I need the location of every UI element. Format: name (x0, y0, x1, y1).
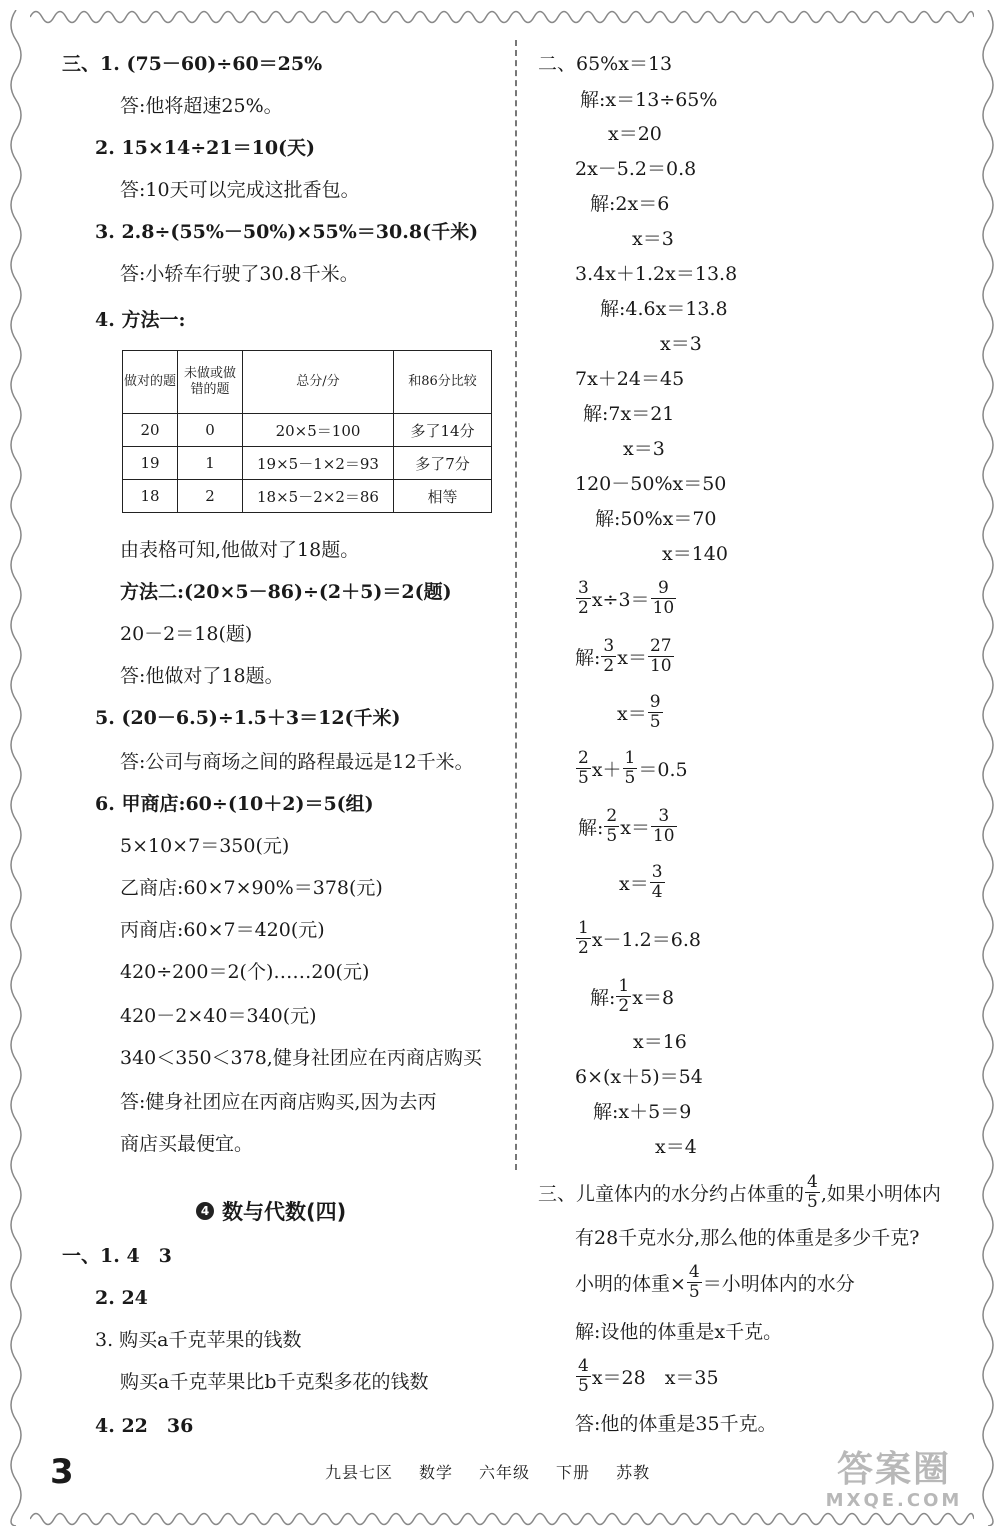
denominator: 5 (606, 825, 618, 846)
numerator: 9 (651, 579, 677, 599)
fraction (648, 637, 674, 676)
numerator: 1 (578, 917, 589, 938)
denominator: 5 (578, 767, 589, 788)
top-border (30, 6, 974, 28)
equation-result: x＝3 (660, 333, 702, 355)
answer-3-5: 5. (20－6.5)÷1.5＋3＝12(千米) (95, 707, 401, 729)
table-cell: 18×5－2×2＝86 (243, 480, 394, 513)
answer-3-5-reply: 答:公司与商场之间的路程最远是12千米。 (120, 751, 474, 773)
equation-text: 解: (578, 816, 604, 839)
equation-step: 解:2x＝6 (590, 193, 670, 215)
score-table (122, 350, 492, 513)
solution-step: 解:设他的体重是x千克。 (575, 1321, 783, 1343)
numerator: 27 (649, 635, 672, 656)
numerator: 1 (618, 975, 630, 996)
denominator: 5 (649, 711, 661, 732)
equation: 120－50%x＝50 (575, 473, 727, 495)
equation: 3.4x＋1.2x＝13.8 (575, 263, 738, 285)
table-cell: 相等 (394, 480, 492, 513)
equation-result: x＝20 (608, 123, 662, 145)
denominator: 5 (688, 1281, 700, 1302)
fraction (648, 693, 663, 732)
answer-3-6-step: 420－2×40＝340(元) (120, 1005, 317, 1027)
table-cell: 20×5＝100 (243, 414, 394, 447)
problem-text: 三、儿童体内的水分约占体重的 (538, 1182, 805, 1205)
fraction-equation (575, 574, 677, 622)
fraction-equation (578, 802, 678, 850)
section-title (196, 1196, 346, 1226)
denominator: 10 (652, 597, 675, 618)
fraction-equation (619, 858, 666, 906)
table-row (123, 414, 492, 447)
answer-1-3: 3. 购买a千克苹果的钱数 (95, 1329, 302, 1351)
equation-step: 解:50%x＝70 (595, 508, 717, 530)
fraction-equation (590, 972, 674, 1020)
fraction (604, 807, 619, 846)
problem-text: ,如果小明体内 (820, 1182, 941, 1205)
problem-text: 小明的体重× (575, 1272, 686, 1295)
equation-text: x＝ (617, 646, 647, 669)
equation-step: 解:x＋5＝9 (593, 1101, 692, 1123)
equation-text: x＝8 (632, 986, 675, 1009)
answer-3-6: 6. 甲商店:60÷(10＋2)＝5(组) (95, 793, 374, 815)
fraction (576, 579, 591, 618)
footer-subject: 数学 (419, 1463, 454, 1482)
answer-1-1: 一、1. 4 3 (62, 1245, 172, 1267)
answer-3-6-step: 5×10×7＝350(元) (120, 835, 290, 857)
answer-3-2: 2. 15×14÷21＝10(天) (95, 137, 316, 159)
table-cell: 1 (178, 447, 243, 480)
denominator: 5 (807, 1191, 818, 1212)
watermark-logo (814, 1450, 974, 1520)
numerator: 4 (688, 1261, 700, 1282)
equation: 2x－5.2＝0.8 (575, 158, 697, 180)
equation-text: ＝0.5 (638, 758, 688, 781)
answer-3-4-method2: 方法二:(20×5－86)÷(2＋5)＝2(题) (120, 581, 452, 603)
problem-text: 有28千克水分,那么他的体重是多少千克? (575, 1227, 920, 1249)
fraction (576, 919, 591, 958)
fraction-equation (575, 914, 701, 962)
denominator: 4 (651, 881, 663, 902)
column-divider (515, 40, 517, 1170)
answer-1-4: 4. 22 36 (95, 1415, 194, 1437)
table-cell: 19 (123, 447, 178, 480)
watermark-text: 答案圈 (836, 1449, 951, 1490)
denominator: 10 (652, 825, 675, 846)
equation-text: x÷3＝ (591, 588, 650, 611)
equation-text: 解: (590, 986, 616, 1009)
table-header: 未做或做错的题 (178, 351, 243, 414)
equation-text: 解: (575, 646, 601, 669)
answer-3-3-reply: 答:小轿车行驶了30.8千米。 (120, 263, 359, 285)
table-cell: 0 (178, 414, 243, 447)
footer-series: 九县七区 (325, 1463, 394, 1482)
watermark-url: MXQE.COM (825, 1490, 963, 1511)
table-cell: 多了14分 (394, 414, 492, 447)
problem-text: ＝小明体内的水分 (702, 1272, 855, 1295)
numerator: 2 (578, 747, 589, 768)
denominator: 2 (618, 995, 630, 1016)
solution-answer: 答:他的体重是35千克。 (575, 1413, 777, 1435)
answer-1-2: 2. 24 (95, 1287, 148, 1309)
equation-result: x＝3 (632, 228, 674, 250)
footer-grade: 六年级 (479, 1463, 531, 1482)
answer-3-4-reply: 答:他做对了18题。 (120, 665, 284, 687)
fraction (650, 863, 665, 902)
denominator: 2 (578, 937, 589, 958)
table-cell: 20 (123, 414, 178, 447)
equation-result: x＝3 (623, 438, 665, 460)
fraction (651, 807, 677, 846)
right-border (978, 10, 998, 1526)
fraction (687, 1263, 702, 1302)
denominator: 5 (578, 1375, 589, 1396)
table-row (123, 447, 492, 480)
equation: 二、65%x＝13 (538, 53, 673, 75)
numerator: 9 (649, 691, 661, 712)
footer-edition: 苏教 (616, 1463, 651, 1482)
footer-volume: 下册 (556, 1463, 591, 1482)
footer (325, 1460, 650, 1483)
solution-equation (575, 1352, 719, 1400)
equation-text: x＋ (591, 758, 622, 781)
numerator: 3 (603, 635, 615, 656)
table-cell: 19×5－1×2＝93 (243, 447, 394, 480)
word-problem (538, 1168, 941, 1216)
table-cell: 18 (123, 480, 178, 513)
denominator: 2 (603, 655, 615, 676)
fraction-equation (575, 744, 688, 792)
equation-text: x－1.2＝6.8 (591, 928, 701, 951)
section-title-text: 数与代数(四) (222, 1200, 347, 1224)
equation-result: x＝140 (662, 543, 728, 565)
fraction (601, 637, 616, 676)
equation: 7x＋24＝45 (575, 368, 685, 390)
numerator: 3 (651, 861, 663, 882)
denominator: 10 (649, 655, 672, 676)
fraction (616, 977, 631, 1016)
equation-step: 解:4.6x＝13.8 (600, 298, 728, 320)
answer-3-6-reply: 答:健身社团应在丙商店购买,因为去丙 (120, 1091, 437, 1113)
table-cell: 多了7分 (394, 447, 492, 480)
answer-3-6-step: 420÷200＝2(个)……20(元) (120, 961, 370, 983)
problem-text: x＝28 x＝35 (591, 1366, 719, 1389)
equation: 6×(x＋5)＝54 (575, 1066, 703, 1088)
table-row (123, 480, 492, 513)
numerator: 3 (651, 807, 677, 827)
fraction (576, 749, 591, 788)
answer-3-6-reply-cont: 商店买最便宜。 (120, 1133, 254, 1155)
numerator: 4 (578, 1355, 589, 1376)
denominator: 5 (624, 767, 636, 788)
answer-3-1: 三、1. (75－60)÷60＝25% (62, 53, 323, 75)
fraction (623, 749, 638, 788)
equation-text: x＝ (617, 702, 647, 725)
table-header: 总分/分 (243, 351, 394, 414)
denominator: 2 (578, 597, 589, 618)
answer-3-3: 3. 2.8÷(55%－50%)×55%＝30.8(千米) (95, 221, 479, 243)
answer-3-1-reply: 答:他将超速25%。 (120, 95, 283, 117)
fraction (651, 579, 677, 618)
table-header: 和86分比较 (394, 351, 492, 414)
table-header: 做对的题 (123, 351, 178, 414)
numerator: 3 (578, 577, 589, 598)
answer-3-6-step: 乙商店:60×7×90%＝378(元) (120, 877, 383, 899)
answer-3-6-compare: 340＜350＜378,健身社团应在丙商店购买 (120, 1047, 482, 1069)
equation-step: 解:7x＝21 (583, 403, 675, 425)
section-number-badge: 4 (196, 1202, 214, 1220)
page-number: 3 (50, 1452, 74, 1492)
left-border (6, 10, 26, 1526)
equation-result: x＝4 (655, 1136, 697, 1158)
numerator: 2 (606, 805, 618, 826)
equation-text: x＝ (620, 816, 650, 839)
answer-3-4: 4. 方法一: (95, 309, 186, 331)
fraction-equation (617, 688, 664, 736)
equation-text: x＝ (619, 872, 649, 895)
fraction-equation (575, 632, 675, 680)
answer-3-6-step: 丙商店:60×7＝420(元) (120, 919, 325, 941)
fraction (576, 1357, 591, 1396)
fraction (805, 1173, 820, 1212)
equation-step: 解:x＝13÷65% (580, 89, 718, 111)
numerator: 1 (624, 747, 636, 768)
numerator: 4 (807, 1171, 818, 1192)
equation-result: x＝16 (633, 1031, 687, 1053)
answer-3-4-step: 20－2＝18(题) (120, 623, 253, 645)
answer-3-2-reply: 答:10天可以完成这批香包。 (120, 179, 360, 201)
answer-1-3-cont: 购买a千克苹果比b千克梨多花的钱数 (120, 1371, 429, 1393)
table-cell: 2 (178, 480, 243, 513)
answer-3-4-conclusion: 由表格可知,他做对了18题。 (120, 539, 360, 561)
relation-line (575, 1258, 855, 1306)
